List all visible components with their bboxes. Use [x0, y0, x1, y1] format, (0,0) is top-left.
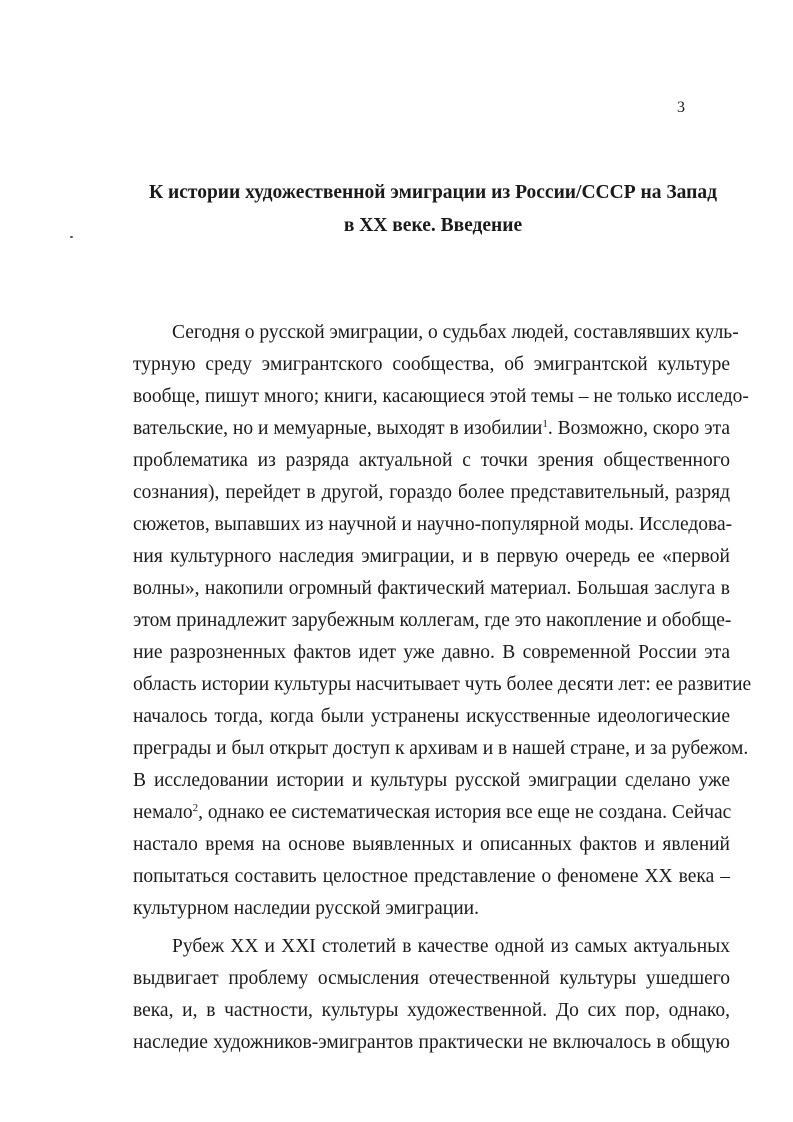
- body-line: Рубеж XX и XXI столетий в качестве одной из самых актуальных: [172, 936, 730, 957]
- footnote-ref-2[interactable]: 2: [192, 802, 199, 814]
- body-line: настало время на основе выявленных и описанных фактов и явлений: [133, 834, 730, 855]
- body-line: сюжетов, выпавших из научной и научно-популярной моды. Исследова-: [133, 514, 733, 535]
- body-line: проблематика из разряда актуальной с точки зрения общественного: [133, 450, 730, 471]
- document-title-line-1: К истории художественной эмиграции из России/СССР на Запад: [148, 182, 717, 203]
- page-number: 3: [677, 99, 685, 116]
- body-line: немало$^2$, однако ее систематическая история все еще не создана. Сейчас: [133, 802, 732, 823]
- body-line: века, и, в частности, культуры художественной. До сих пор, однако,: [133, 1000, 730, 1021]
- body-line: выдвигает проблему осмысления отечественной культуры ушедшего: [133, 968, 730, 989]
- body-line: В исследовании истории и культуры русской эмиграции сделано уже: [133, 770, 730, 791]
- body-line: попытаться составить целостное представление о феномене XX века –: [133, 866, 730, 887]
- body-line: волны», накопили огромный фактический материал. Большая заслуга в: [133, 578, 730, 599]
- body-line: ние разрозненных фактов идет уже давно. В современной России эта: [133, 642, 730, 663]
- body-line: вательские, но и мемуарные, выходят в изобилии$^1$. Возможно, скоро эта: [133, 418, 730, 439]
- body-line: турную среду эмигрантского сообщества, об эмигрантской культуре: [133, 354, 730, 375]
- body-line: область истории культуры насчитывает чуть более десяти лет: ее развитие: [133, 674, 752, 695]
- body-line: вообще, пишут много; книги, касающиеся этой темы – не только исследо-: [133, 386, 749, 407]
- body-line: ния культурного наследия эмиграции, и в первую очередь ее «первой: [133, 546, 730, 567]
- body-line: сознания), перейдет в другой, гораздо более представительный, разряд: [133, 482, 730, 503]
- body-line: наследие художников-эмигрантов практически не включалось в общую: [133, 1032, 730, 1053]
- footnote-ref-1[interactable]: 1: [542, 418, 548, 430]
- body-line: этом принадлежит зарубежным коллегам, где это накопление и обобще-: [133, 610, 732, 631]
- body-line: Сегодня о русской эмиграции, о судьбах людей, составлявших куль-: [172, 322, 739, 343]
- document-title-line-2: в XX веке. Введение: [343, 215, 523, 236]
- scan-speck: [70, 236, 73, 238]
- body-line: началось тогда, когда были устранены искусственные идеологические: [133, 706, 730, 727]
- body-line: культурном наследии русской эмиграции.: [133, 898, 479, 919]
- body-line: преграды и был открыт доступ к архивам и в нашей стране, и за рубежом.: [133, 738, 749, 759]
